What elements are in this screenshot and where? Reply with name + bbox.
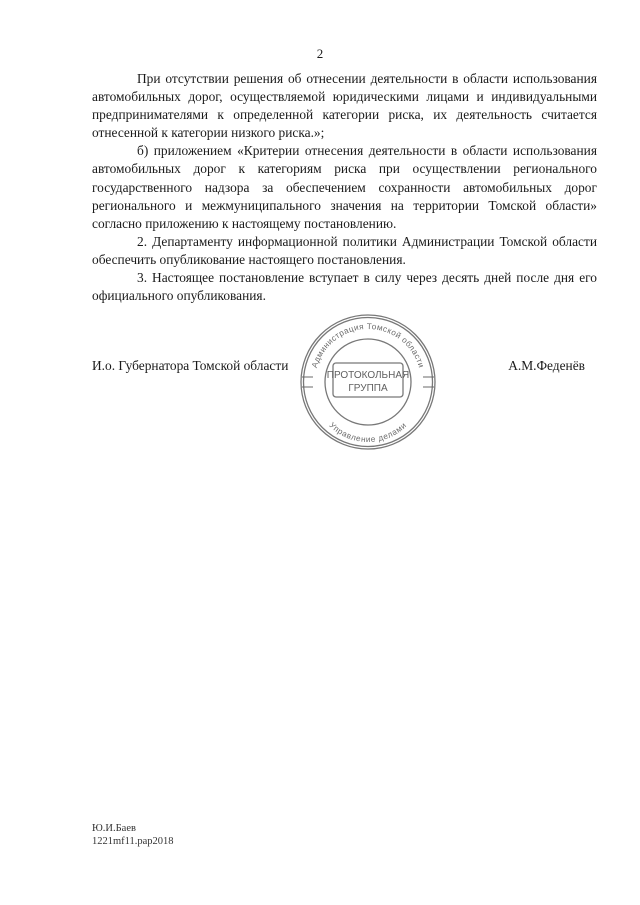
document-body xyxy=(92,70,597,305)
stamp-center-line1: ПРОТОКОЛЬНАЯ xyxy=(326,370,410,381)
stamp-ring-bottom-text: Управление делами xyxy=(327,420,409,445)
paragraph-risk-category: При отсутствии решения об отнесении деятельности в области использования автомобильных дорог, осуществляемой юридическими лицами и индивидуальными предпринимателями к определенной категории риска, их деятельность считается отнесенной к категории низкого риска.»; xyxy=(92,71,597,141)
stamp-center-line2: ГРУППА xyxy=(348,383,388,394)
official-stamp-seal xyxy=(297,311,439,453)
paragraph-publication: 2. Департаменту информационной политики Администрации Томской области обеспечить опубликование настоящего постановления. xyxy=(92,233,597,267)
signer-name: А.М.Феденёв xyxy=(508,358,585,373)
paragraph-criteria-appendix: б) приложением «Критерии отнесения деятельности в области использования автомобильных дорог к категориям риска при осуществлении регионального государственного надзора за обеспечением сохранности автомобильных дорог регионального и межмуниципального значения на территории Томской области» согласно приложению к настоящему постановлению. xyxy=(92,143,597,231)
signer-title: И.о. Губернатора Томской области xyxy=(92,358,289,373)
stamp-ring-top-text: Администрация Томской области xyxy=(310,321,426,369)
document-footer xyxy=(92,822,174,848)
paragraph-effective-date: 3. Настоящее постановление вступает в силу через десять дней после дня его официального опубликования. xyxy=(92,270,597,304)
footer-author: Ю.И.Баев xyxy=(92,823,136,834)
page-number: 2 xyxy=(316,46,324,61)
footer-doc-code: 1221mf11.pap2018 xyxy=(92,836,174,847)
